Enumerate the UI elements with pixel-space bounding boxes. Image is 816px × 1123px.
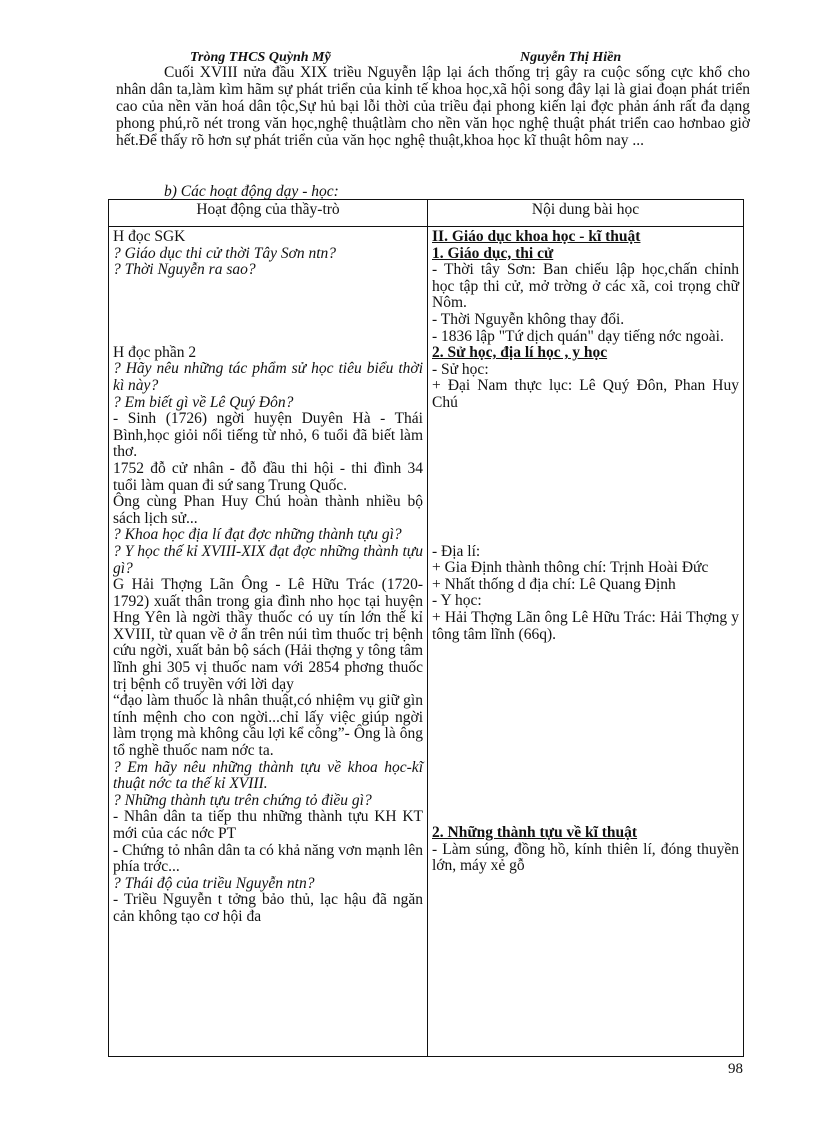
intro-paragraph: Cuối XVIII nửa đầu XIX triều Nguyễn lập lại ách thống trị gây ra cuộc sống cực khổ cho nhân dân ta,làm kìm hãm sự phát triển của kinh tế khoa học,xã hội song đây lại là giai đoạn phát triển cao của nền văn hoá dân tộc,Sự hủ bại lỗi thời của triều đại phong kiến lại đợc phản ánh rất đa dạng phong phú,rõ nét trong văn học,nghệ thuậtlàm cho nền văn học nghệ thuật phát triển cao hơnbao giờ hết.Để thấy rõ hơn sự phát triển của văn học nghệ thuật,khoa học kĩ thuật hôm nay ...	[116, 64, 750, 149]
left-line: - Sinh (1726) ngời huyện Duyên Hà - Thái Bình,học giỏi nổi tiếng từ nhỏ, 6 tuổi đã biết làm thơ.	[113, 410, 423, 461]
left-line: 1752 đỗ cử nhân - đỗ đầu thi hội - thi đình 34 tuổi làm quan đi sứ sang Trung Quốc.	[113, 459, 423, 494]
left-question: ? Y học thế kỉ XVIII-XIX đạt đợc những thành tựu gì?	[113, 542, 423, 577]
activities-cell	[109, 227, 428, 1057]
section-heading: II. Giáo dục khoa học - kĩ thuật	[432, 228, 641, 245]
left-question: ? Em biết gì về Lê Quý Đôn?	[113, 393, 294, 411]
lesson-table	[108, 199, 744, 1057]
page-number: 98	[728, 1061, 743, 1077]
content-line: - Sử học:	[432, 360, 489, 378]
left-line: Ông cùng Phan Huy Chú hoàn thành nhiều bộ sách lịch sử...	[113, 493, 423, 527]
col-content-header: Nội dung bài học	[428, 200, 744, 227]
left-question: ? Khoa học địa lí đạt đợc những thành tựu gì?	[113, 526, 402, 544]
content-line: - Thời tây Sơn: Ban chiếu lập học,chấn chỉnh học tập thi cử, mở trờng ở các xã, coi trọng chữ Nôm.	[432, 261, 739, 312]
left-line: - Nhân dân ta tiếp thu những thành tựu KH KT mới của các nớc PT	[113, 808, 423, 842]
col-activities-header: Hoạt động của thầy-trò	[109, 200, 428, 227]
left-line: H đọc phần 2	[113, 343, 197, 361]
left-question: ? Thời Nguyễn ra sao?	[113, 261, 256, 279]
left-question: ? Giáo dục thi cử thời Tây Sơn ntn?	[113, 244, 337, 262]
left-line: H đọc SGK	[113, 228, 186, 245]
left-question: ? Thái độ của triều Nguyễn ntn?	[113, 874, 315, 892]
left-question: ? Hãy nêu những tác phẩm sử học tiêu biểu thời kì này?	[113, 360, 423, 394]
table-header-row	[109, 200, 744, 227]
section-heading: 2. Sử học, địa lí học , y học	[432, 344, 608, 362]
table-body-row	[109, 227, 744, 1057]
left-line: - Chứng tỏ nhân dân ta có khả năng vơn mạnh lên phía trớc...	[113, 841, 423, 876]
content-cell	[428, 227, 744, 1057]
content-line: - 1836 lập "Tứ dịch quán" dạy tiếng nớc ngoài.	[432, 327, 724, 345]
school-name: Tròng THCS Quỳnh Mỹ	[190, 50, 331, 65]
content-line: - Thời Nguyễn không thay đổi.	[432, 310, 625, 328]
left-line: - Triều Nguyễn t tởng bảo thủ, lạc hậu đã ngăn cản không tạo cơ hội đa	[113, 891, 423, 925]
content-line: + Nhất thống d địa chí: Lê Quang Định	[432, 575, 676, 593]
section-heading: 1. Giáo dục, thi cử	[432, 244, 554, 262]
left-line: “đạo làm thuốc là nhân thuật,có nhiệm vụ giữ gìn tính mệnh cho con ngời...chỉ lấy việc giúp ngời làm trọng mà không cầu lợi kể công”- Ông là ông tổ nghề thuốc nam nớc ta.	[113, 692, 423, 760]
content-line: + Hải Thợng Lãn ông Lê Hữu Trác: Hải Thợng y tông tâm lĩnh (66q).	[432, 608, 739, 643]
teacher-name: Nguyễn Thị Hiền	[520, 50, 622, 65]
content-line: + Gia Định thành thông chí: Trịnh Hoài Đức	[432, 559, 709, 577]
content-line: - Y học:	[432, 592, 482, 610]
left-line: G Hải Thợng Lãn Ông - Lê Hữu Trác (1720-1792) xuất thân trong gia đình nho học tại huyện Hng Yên là ngời thầy thuốc có uy tín lớn thế kỉ XVIII, từ quan về ở ẩn trên núi tìm thuốc trị bệnh cứu ngời, xuất bản bộ sách (Hải thợng y tông tâm lĩnh ghi 305 vị thuốc nam với 2854 phơng thuốc trị bệnh cổ truyền với lời dạy	[113, 576, 423, 693]
left-question: ? Những thành tựu trên chứng tỏ điều gì?	[113, 791, 372, 809]
left-question: ? Em hãy nêu những thành tựu về khoa học-kĩ thuật nớc ta thế kỉ XVIII.	[113, 758, 423, 793]
activities-subheading: b) Các hoạt động dạy - học:	[164, 183, 339, 200]
content-line: + Đại Nam thực lục: Lê Quý Đôn, Phan Huy Chú	[432, 377, 739, 411]
section-heading: 2. Những thành tựu về kĩ thuật	[432, 824, 638, 842]
content-line: - Địa lí:	[432, 542, 481, 560]
content-line: - Làm súng, đồng hồ, kính thiên lí, đóng thuyền lớn, máy xẻ gỗ	[432, 840, 739, 875]
